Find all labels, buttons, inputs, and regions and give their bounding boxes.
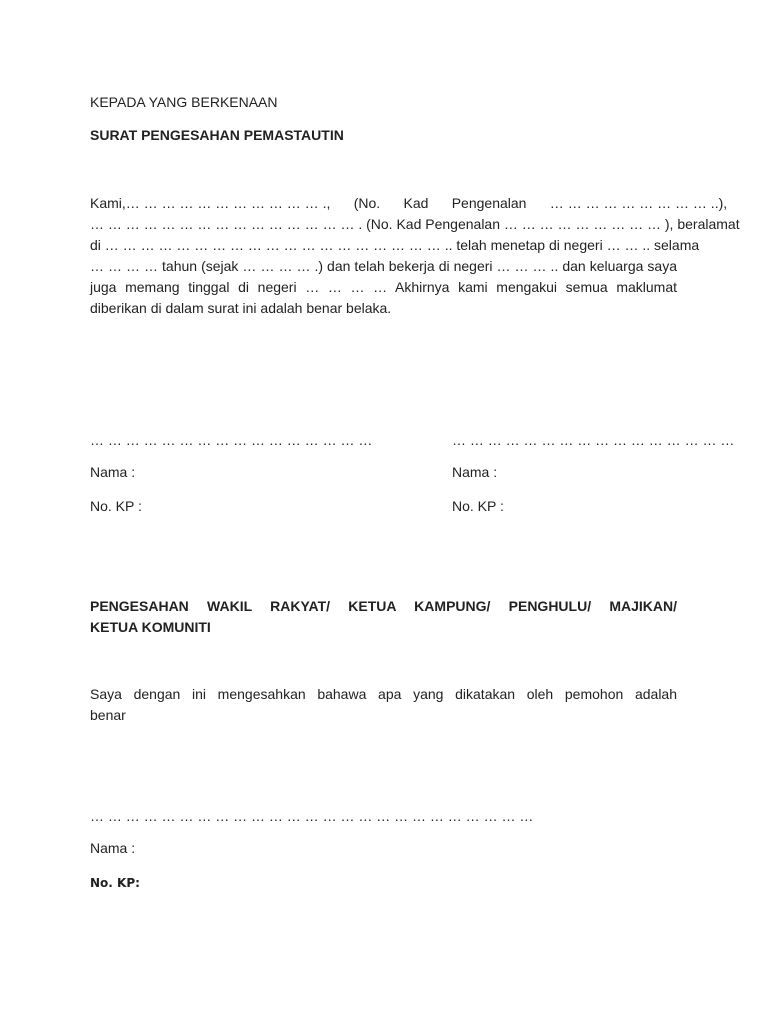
- letter-body: [90, 193, 740, 319]
- endorser-name-label: Nama :: [90, 840, 136, 856]
- endorsement-statement: [90, 684, 677, 726]
- endorser-ic-label: No. KP:: [90, 876, 140, 890]
- signatory-1-ic-label: No. KP :: [90, 498, 142, 514]
- body-line-5: juga memang tinggal di negeri … … … … Akhirnya kami mengakui semua maklumat: [90, 279, 677, 295]
- body-line-1: Kami,… … … … … … … … … … … ., (No. Kad Pengenalan … … … … … … … … … ..),: [90, 195, 728, 211]
- signature-line-1: … … … … … … … … … … … … … … … …: [90, 432, 373, 448]
- endorser-signature-line: … … … … … … … … … … … … … … … … … … … … … … … … …: [90, 808, 534, 824]
- body-line-3: di … … … … … … … … … … … … … … … … … … … .. telah menetap di negeri … … .. selama: [90, 237, 700, 253]
- endorsement-heading-line-1: PENGESAHAN WAKIL RAKYAT/ KETUA KAMPUNG/ PENGHULU/ MAJIKAN/: [90, 598, 677, 614]
- endorsement-statement-line-2: benar: [90, 707, 126, 723]
- endorsement-heading-line-2: KETUA KOMUNITI: [90, 619, 211, 635]
- letter-title: SURAT PENGESAHAN PEMASTAUTIN: [90, 127, 344, 143]
- addressee: KEPADA YANG BERKENAAN: [90, 94, 278, 110]
- body-line-4: … … … … tahun (sejak … … … … .) dan telah bekerja di negeri … … … .. dan keluarga saya: [90, 258, 677, 274]
- endorsement-statement-line-1: Saya dengan ini mengesahkan bahawa apa yang dikatakan oleh pemohon adalah: [90, 686, 677, 702]
- body-line-2: … … … … … … … … … … … … … … … . (No. Kad Pengenalan … … … … … … … … … ), beralamat: [90, 216, 740, 232]
- signatory-2-name-label: Nama :: [452, 464, 498, 480]
- endorsement-heading: [90, 596, 677, 638]
- signature-line-2: … … … … … … … … … … … … … … … …: [452, 432, 735, 448]
- body-line-6: diberikan di dalam surat ini adalah benar belaka.: [90, 300, 392, 316]
- signatory-2-ic-label: No. KP :: [452, 498, 504, 514]
- signatory-1-name-label: Nama :: [90, 464, 136, 480]
